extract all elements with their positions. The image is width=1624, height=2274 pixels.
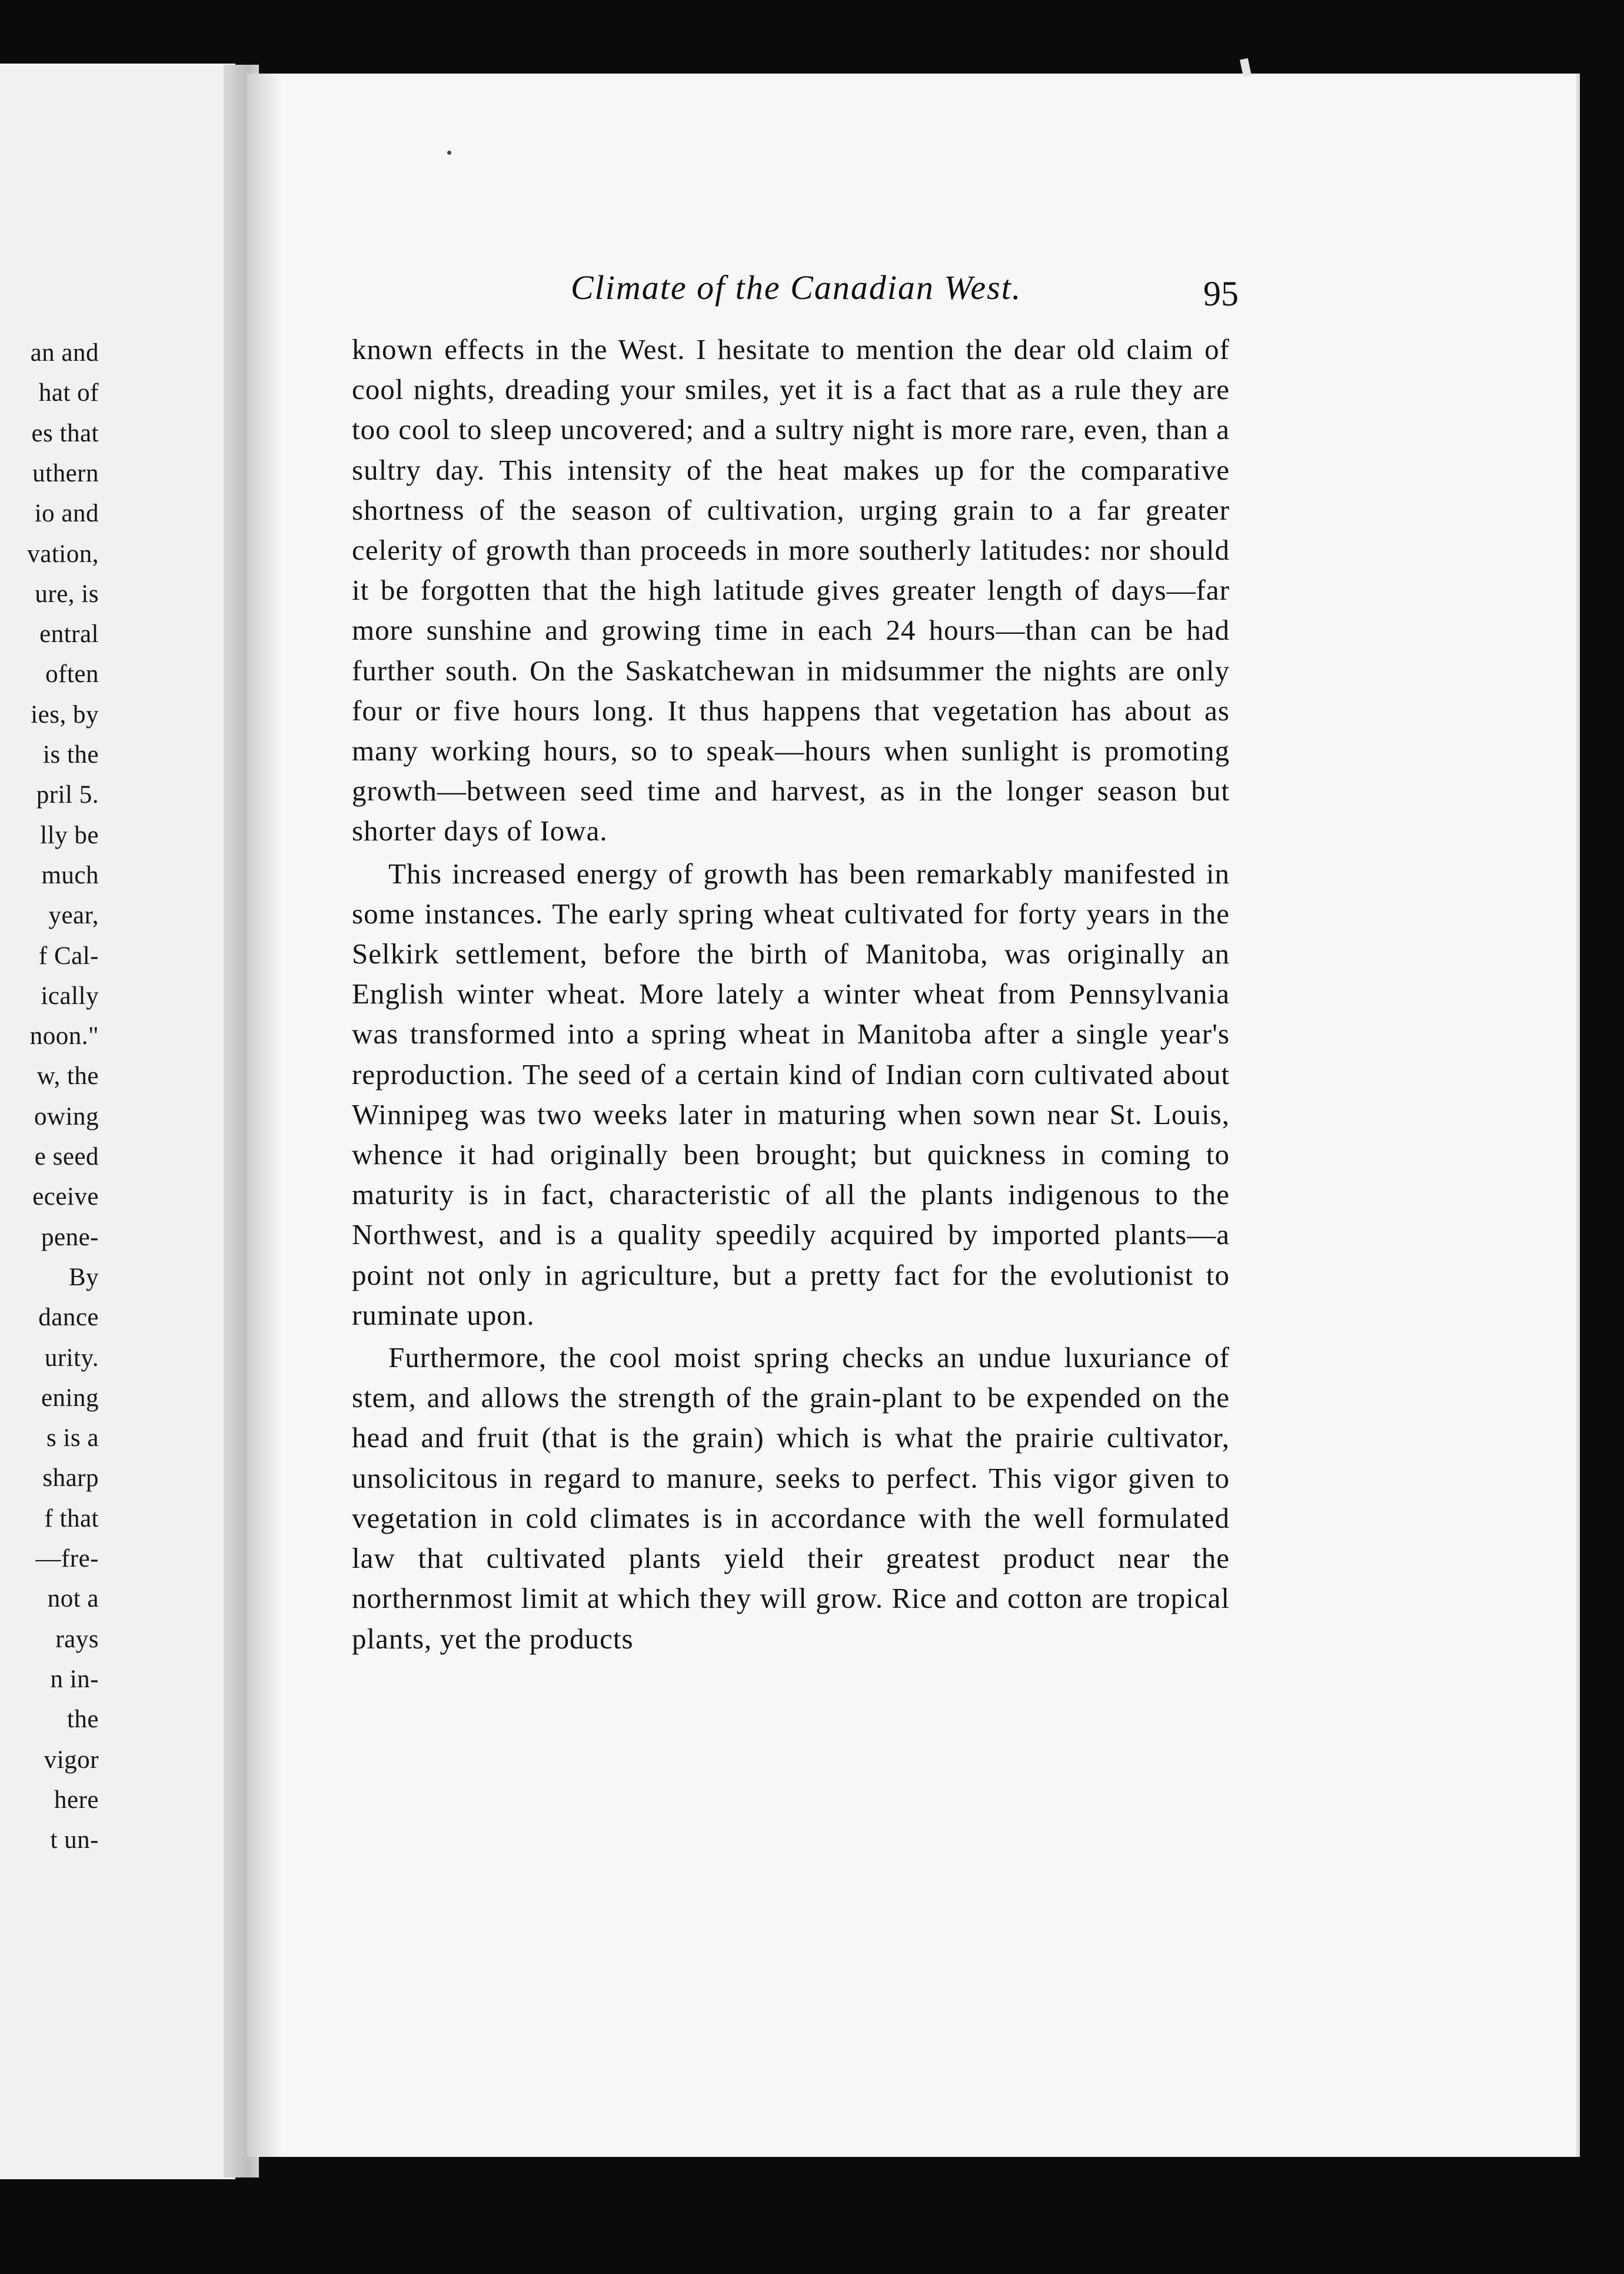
- ink-speck: [447, 151, 451, 155]
- spine-shadow: [247, 74, 282, 2157]
- left-page-line: year,: [48, 902, 99, 930]
- left-page-line: —fre-: [35, 1545, 99, 1572]
- left-page-line: vation,: [27, 540, 99, 568]
- left-page-line: t un-: [50, 1826, 99, 1854]
- left-page-line: rays: [55, 1625, 99, 1653]
- left-page-line: f Cal-: [38, 942, 99, 970]
- left-page-line: s is a: [46, 1424, 99, 1452]
- running-title: Climate of the Canadian West.: [571, 268, 1022, 307]
- left-page-line: e seed: [34, 1143, 99, 1171]
- left-page-line: ically: [41, 982, 99, 1010]
- left-page-line: an and: [30, 339, 99, 367]
- left-page-line: w, the: [36, 1062, 99, 1091]
- left-page-line: entral: [39, 620, 99, 649]
- left-page-line: pril 5.: [36, 781, 99, 809]
- left-page-line: here: [54, 1786, 99, 1814]
- paragraph: known effects in the West. I hesitate to mention the dear old claim of cool nights, dreading your smiles, yet it is a fact that as a rule they are too cool to sleep uncovered; and a sultry night is more rare, even, than a sultry day. This intensity of the heat makes up for the comparative shortness of the season of cultivation, urging grain to a far greater celerity of growth than proceeds in more southerly latitudes: nor should it be forgotten that the high latitude gives greater length of days—far more sunshine and growing time in each 24 hours—than can be had further south. On the Saskatchewan in midsummer the nights are only four or five hours long. It thus happens that vegetation has about as many working hours, so to speak—hours when sunlight is promoting growth—between seed time and harvest, as in the longer season but shorter days of Iowa.: [352, 333, 1230, 847]
- left-page-line: the: [66, 1706, 99, 1734]
- left-page-line: es that: [31, 419, 99, 447]
- page-number: 95: [1203, 274, 1239, 313]
- left-page-line: eceive: [32, 1183, 99, 1211]
- left-page-line: lly be: [40, 821, 99, 849]
- left-page-line: much: [41, 861, 99, 889]
- paragraph: This increased energy of growth has been remarkably manifested in some instances. The early spring wheat cultivated for forty years in the Selkirk settlement, before the birth of Manitoba, was originally an English winter wheat. More lately a winter wheat from Pennsylvania was transformed into a spring wheat in Manitoba after a single year's reproduction. The seed of a certain kind of Indian corn cultivated about Winnipeg was two weeks later in maturing when sown near St. Louis, whence it had originally been brought; but quickness in coming to maturity is in fact, characteristic of all the plants indigenous to the Northwest, and is a quality speedily acquired by imported plants—a point not only in agriculture, but a pretty fact for the evolutionist to ruminate upon.: [352, 857, 1230, 1331]
- body-text: [352, 330, 1230, 1661]
- left-page-line: hat of: [38, 379, 99, 407]
- left-page-line: ening: [41, 1384, 99, 1412]
- running-header: [571, 268, 1239, 315]
- left-page-line: owing: [34, 1102, 99, 1131]
- left-page-line: often: [45, 660, 99, 689]
- left-page-line: dance: [38, 1304, 99, 1332]
- left-page: [0, 64, 235, 2179]
- left-page-line: vigor: [44, 1746, 99, 1774]
- left-page-line: not a: [47, 1585, 99, 1613]
- left-page-line: sharp: [42, 1464, 99, 1492]
- left-page-line: n in-: [50, 1665, 99, 1693]
- left-page-line: ies, by: [31, 700, 99, 729]
- left-page-line: ure, is: [35, 580, 99, 608]
- left-page-line: noon.": [29, 1022, 99, 1050]
- paragraph: Furthermore, the cool moist spring checks an undue luxuriance of stem, and allows the strength of the grain-plant to be expended on the head and fruit (that is the grain) which is what the prairie cultivator, unsolicitous in regard to manure, seeks to perfect. This vigor given to vegetation in cold climates is in accordance with the well formulated law that cultivated plants yield their greatest product near the northernmost limit at which they will grow. Rice and cotton are tropical plants, yet the products: [352, 1341, 1230, 1655]
- page-edge: [1576, 74, 1580, 2157]
- left-page-line: f that: [44, 1504, 99, 1532]
- left-page-line: uthern: [32, 459, 99, 487]
- left-page-line: urity.: [44, 1344, 99, 1372]
- left-page-line: io and: [34, 500, 99, 528]
- left-page-line: pene-: [41, 1223, 99, 1251]
- left-page-line: By: [68, 1263, 99, 1291]
- left-page-line: is the: [43, 741, 99, 769]
